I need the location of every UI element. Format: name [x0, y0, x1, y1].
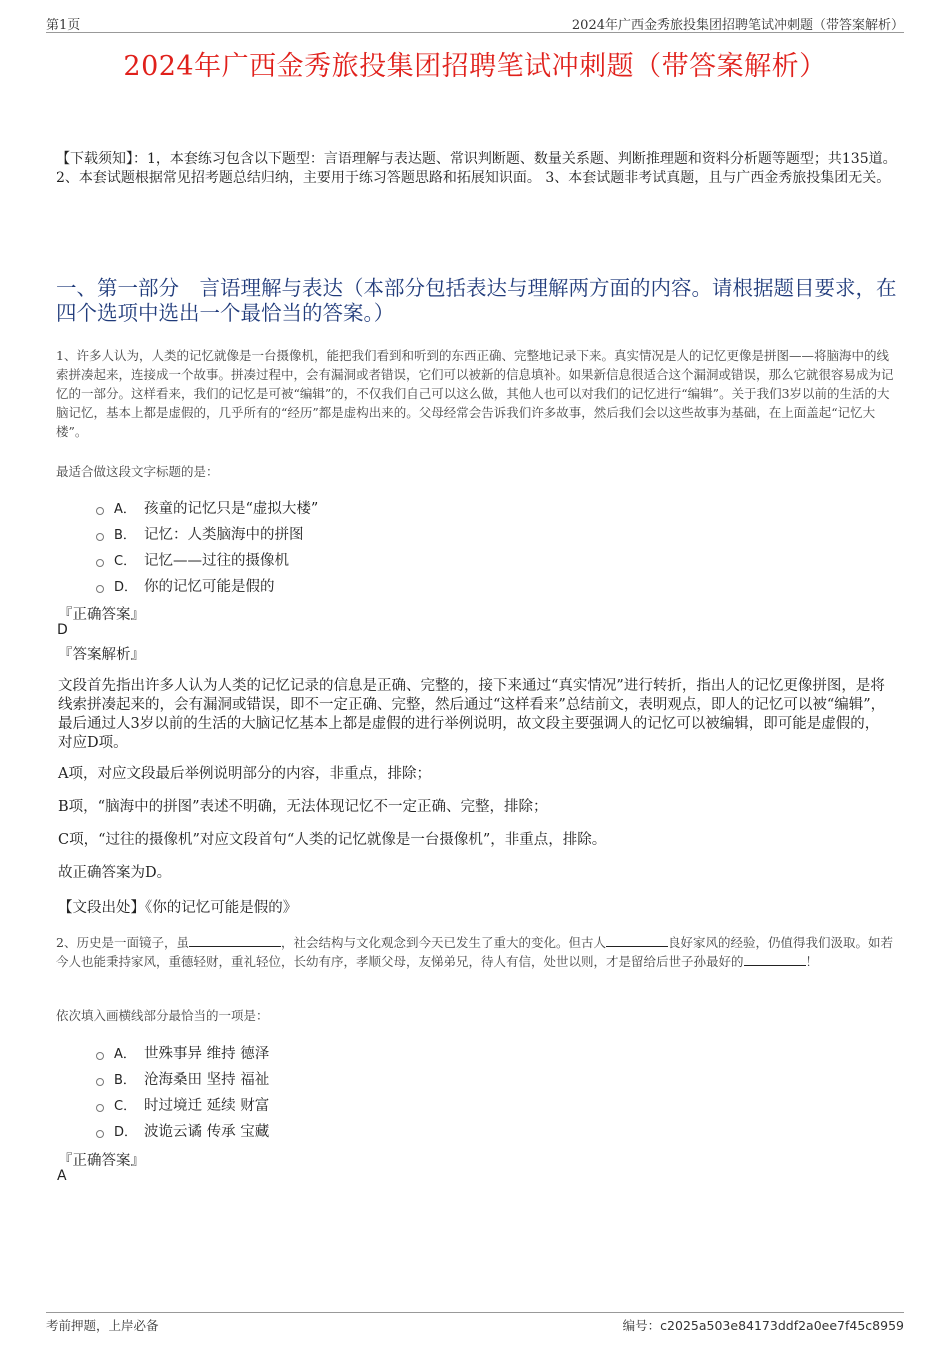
radio-icon[interactable]: [96, 1130, 104, 1138]
question-2-prompt: 依次填入画横线部分最恰当的一项是：: [56, 1008, 269, 1023]
page-header: [46, 12, 904, 33]
answer-label: 『正确答案』: [58, 1153, 145, 1169]
source-note: 【文段出处】《你的记忆可能是假的》: [58, 900, 298, 916]
radio-icon[interactable]: [96, 533, 104, 541]
answer-value: D: [57, 622, 68, 638]
analysis-label: 『答案解析』: [58, 647, 145, 663]
question-1-prompt: 最适合做这段文字标题的是：: [56, 464, 219, 479]
radio-icon[interactable]: [96, 1052, 104, 1060]
option-d[interactable]: D． 波诡云谲 传承 宝藏: [96, 1117, 269, 1143]
document-title: 2024年广西金秀旅投集团招聘笔试冲刺题（带答案解析）: [123, 51, 827, 82]
section-heading: 一、第一部分 言语理解与表达（本部分包括表达与理解两方面的内容。请根据题目要求，在四个选项中选出一个最恰当的答案。）: [56, 276, 897, 325]
question-2-options: [96, 1039, 269, 1143]
option-b[interactable]: B． 记忆：人类脑海中的拼图: [96, 520, 318, 546]
option-c[interactable]: C． 记忆——过往的摄像机: [96, 546, 318, 572]
question-1-text: 1、许多人认为，人类的记忆就像是一台摄像机，能把我们看到和听到的东西正确、完整地记录下来。真实情况是人的记忆更像是拼图——将脑海中的线索拼凑起来，连接成一个故事。拼凑过程中，会有漏洞或者错误，它们可以被新的信息填补。如果新信息很适合这个漏洞或错误，那么它就很容易成为记忆的一部分。这样看来，我们的记忆是可被“编辑”的，不仅我们自己可以这么做，其他人也可以对我们的记忆进行“编辑”。关于我们3岁以前的生活的大脑记忆，基本上都是虚假的，几乎所有的“经历”都是虚构出来的。父母经常会告诉我们许多故事，然后我们会以这些故事为基础，在上面盖起“记忆大楼”。: [56, 348, 894, 439]
option-c[interactable]: C． 时过境迁 延续 财富: [96, 1091, 269, 1117]
analysis-note-c: C项，“过往的摄像机”对应文段首句“人类的记忆就像是一台摄像机”，非重点，排除。: [58, 832, 607, 848]
page-footer: [46, 1312, 904, 1333]
analysis-conclusion: 故正确答案为D。: [58, 865, 172, 881]
option-a[interactable]: A． 世殊事异 维持 德泽: [96, 1039, 269, 1065]
radio-icon[interactable]: [96, 507, 104, 515]
fill-blank-1[interactable]: [189, 934, 281, 947]
option-d[interactable]: D． 你的记忆可能是假的: [96, 572, 318, 598]
analysis-note-b: B项，“脑海中的拼图”表述不明确，无法体现记忆不一定正确、完整，排除；: [58, 799, 548, 815]
radio-icon[interactable]: [96, 1078, 104, 1086]
question-2-text: 2、历史是一面镜子，虽 ，社会结构与文化观念到今天已发生了重大的变化。但古人 良好家风的经验，仍值得我们汲取。如若今人也能秉持家风，重德轻财，重礼轻位，长幼有序，孝顺父母，友悌弟兄，待人有信，处世以则，才是留给后世子孙最好的 ！: [56, 935, 893, 969]
analysis-text: 文段首先指出许多人认为人类的记忆记录的信息是正确、完整的，接下来通过“真实情况”进行转折，指出人的记忆更像拼图，是将线索拼凑起来的，会有漏洞或错误，即不一定正确、完整，然后通过“这样看来”总结前文，表明观点，即人的记忆可以被“编辑”，最后通过人3岁以前的生活的大脑记忆基本上都是虚假的进行举例说明，故文段主要强调人的记忆可以被编辑，即可能是虚假的，对应D项。: [58, 678, 886, 751]
analysis-note-a: A项，对应文段最后举例说明部分的内容，非重点，排除；: [58, 766, 431, 782]
fill-blank-2[interactable]: [606, 934, 668, 947]
radio-icon[interactable]: [96, 585, 104, 593]
download-notice: 【下载须知】：1，本套练习包含以下题型：言语理解与表达题、常识判断题、数量关系题、判断推理题和资料分析题等题型；共135道。 2、本套试题根据常见招考题总结归纳，主要用于练习答题思路和拓展知识面。 3、本套试题非考试真题，且与广西金秀旅投集团无关。: [56, 151, 897, 186]
question-1-options: [96, 494, 318, 598]
radio-icon[interactable]: [96, 559, 104, 567]
header-doc-title: 2024年广西金秀旅投集团招聘笔试冲刺题（带答案解析）: [571, 18, 904, 33]
footer-slogan: 考前押题，上岸必备: [46, 1318, 159, 1333]
page-number: 第1页: [46, 18, 81, 33]
fill-blank-3[interactable]: [744, 953, 806, 966]
document-code: 编号：c2025a503e84173ddf2a0ee7f45c8959: [622, 1318, 904, 1333]
option-b[interactable]: B． 沧海桑田 坚持 福祉: [96, 1065, 269, 1091]
option-a[interactable]: A． 孩童的记忆只是“虚拟大楼”: [96, 494, 318, 520]
radio-icon[interactable]: [96, 1104, 104, 1112]
answer-label: 『正确答案』: [58, 607, 145, 623]
answer-value: A: [57, 1168, 67, 1184]
